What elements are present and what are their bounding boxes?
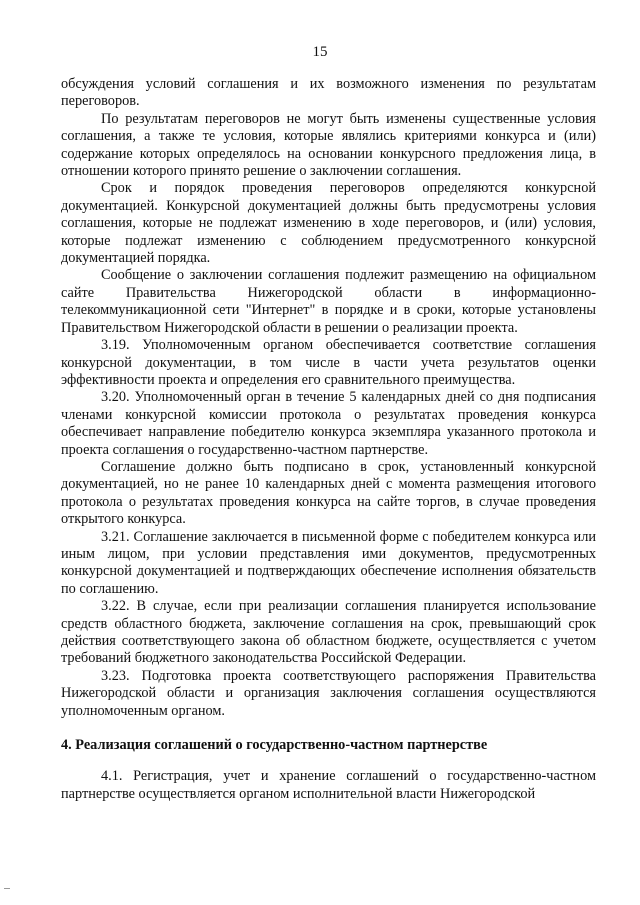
paragraph: 3.22. В случае, если при реализации соглашения планируется использование средств областного бюджета, заключение соглашения на срок, превышающий срок действия соответствующего закона об областном бюджете, осуществляется с учетом требований бюджетного законодательства Российской Федерации. [61, 598, 596, 667]
paragraph: 4.1. Регистрация, учет и хранение соглашений о государственно-частном партнерстве осуществляется органом исполнительной власти Нижегородской [61, 768, 596, 802]
page-body [61, 76, 596, 803]
paragraph: Соглашение должно быть подписано в срок, установленный конкурсной документацией, но не ранее 10 календарных дней с момента размещения итогового протокола о результатах проведения конкурса на сайте торгов, в случае проведения открытого конкурса. [61, 458, 596, 528]
scan-artifact [4, 888, 10, 889]
page-number: 15 [312, 44, 328, 60]
section-heading: 4. Реализация соглашений о государственно-частном партнерстве [61, 737, 488, 754]
paragraph: По результатам переговоров не могут быть изменены существенные условия соглашения, а также те условия, которые являлись критериями конкурса и (или) содержание которых определялось на основании конкурсного предложения лица, в отношении которого принято решение о заключении соглашения. [61, 110, 596, 180]
paragraph: Сообщение о заключении соглашения подлежит размещению на официальном сайте Правительства Нижегородской области в информационно-телекоммуникационной сети "Интернет" в порядке и в сроки, которые установлены Правительством Нижегородской области в решении о реализации проекта. [61, 267, 596, 336]
paragraph: Срок и порядок проведения переговоров определяются конкурсной документацией. Конкурсной документацией должны быть предусмотрены условия соглашения, которые не подлежат изменению в ходе переговоров, и (или) условия, которые подлежат изменению с соблюдением предусмотренного конкурсной документацией порядка. [61, 180, 596, 267]
paragraph: 3.19. Уполномоченным органом обеспечивается соответствие соглашения конкурсной документации, в том числе в части учета результатов оценки эффективности проекта и определения его сравнительного преимущества. [61, 337, 596, 388]
paragraph: 3.20. Уполномоченный орган в течение 5 календарных дней со дня подписания членами конкурсной комиссии протокола о результатах проведения конкурса обеспечивает направление победителю конкурса экземпляра указанного протокола и проекта соглашения о государственно-частном партнерстве. [61, 389, 596, 458]
paragraph: 3.21. Соглашение заключается в письменной форме с победителем конкурса или иным лицом, при условии представления ими документов, предусмотренных конкурсной документацией и подтверждающих обеспечение исполнения обязательств по соглашению. [61, 528, 596, 597]
paragraph: обсуждения условий соглашения и их возможного изменения по результатам переговоров. [61, 76, 596, 110]
paragraph: 3.23. Подготовка проекта соответствующего распоряжения Правительства Нижегородской области и организация заключения соглашения осуществляются уполномоченным органом. [61, 667, 596, 719]
